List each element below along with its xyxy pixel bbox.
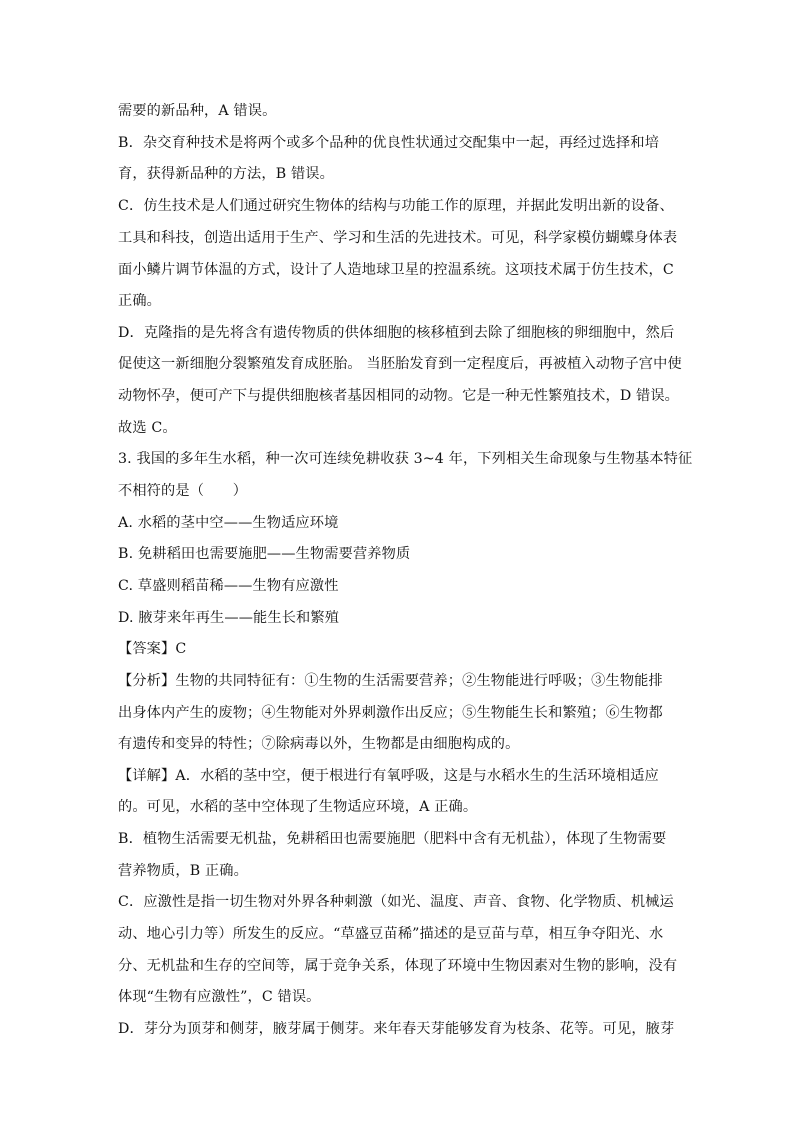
detail-line: 的。可见，水稻的茎中空体现了生物适应环境，A 正确。: [118, 799, 478, 815]
question-stem: 3. 我国的多年生水稻，种一次可连续免耕收获 3~4 年，下列相关生命现象与生物基本特征: [118, 451, 693, 467]
text-line: 正确。: [118, 293, 162, 309]
text-line: 动物怀孕，便可产下与提供细胞核者基因相同的动物。它是一种无性繁殖技术，D 错误。: [118, 388, 680, 404]
analysis-line: 有遗传和变异的特性；⑦除病毒以外，生物都是由细胞构成的。: [118, 736, 520, 752]
text-line: 育，获得新品种的方法，B 错误。: [118, 166, 334, 182]
text-line: B．杂交育种技术是将两个或多个品种的优良性状通过交配集中一起，再经过选择和培: [118, 135, 660, 151]
detail-line: 分、无机盐和生存的空间等，属于竞争关系，体现了环境中生物因素对生物的影响，没有: [118, 958, 678, 974]
text-line: 促使这一新细胞分裂繁殖发育成胚胎。 当胚胎发育到一定程度后，再被植入动物子宫中使: [118, 356, 682, 372]
text-line: 工具和科技，创造出适用于生产、学习和生活的先进技术。可见，科学家模仿蝴蝶身体表: [118, 230, 678, 246]
analysis-line: 出身体内产生的废物；④生物能对外界刺激作出反应；⑤生物能生长和繁殖；⑥生物都: [118, 705, 663, 721]
detail-line: 【详解】A．水稻的茎中空，便于根进行有氧呼吸，这是与水稻水生的生活环境相适应: [118, 768, 659, 784]
text-line: 面小鳞片调节体温的方式，设计了人造地球卫星的控温系统。这项技术属于仿生技术，C: [118, 262, 674, 278]
question-stem: 不相符的是（ ）: [118, 483, 248, 499]
text-line: C．仿生技术是人们通过研究生物体的结构与功能工作的原理，并据此发明出新的设备、: [118, 198, 674, 214]
text-line: D．克隆指的是先将含有遗传物质的供体细胞的核移植到去除了细胞核的卵细胞中，然后: [118, 325, 675, 341]
detail-line: 体现“生物有应激性”，C 错误。: [118, 989, 321, 1005]
detail-line: B．植物生活需要无机盐，免耕稻田也需要施肥（肥料中含有无机盐），体现了生物需要: [118, 831, 667, 847]
option-c: C. 草盛则稻苗稀——生物有应激性: [118, 578, 339, 594]
option-d: D. 腋芽来年再生——能生长和繁殖: [118, 610, 340, 626]
detail-line: D．芽分为顶芽和侧芽，腋芽属于侧芽。来年春天芽能够发育为枝条、花等。可见，腋芽: [118, 1021, 675, 1037]
answer-label: 【答案】C: [118, 641, 187, 657]
option-a: A. 水稻的茎中空——生物适应环境: [118, 515, 339, 531]
detail-line: 动、地心引力等）所发生的反应。“草盛豆苗稀”描述的是豆苗与草，相互争夺阳光、水: [118, 926, 664, 942]
analysis-line: 【分析】生物的共同特征有：①生物的生活需要营养；②生物能进行呼吸；③生物能排: [118, 673, 663, 689]
detail-line: 营养物质，B 正确。: [118, 863, 248, 879]
text-line: 故选 C。: [118, 420, 177, 436]
detail-line: C．应激性是指一切生物对外界各种刺激（如光、温度、声音、食物、化学物质、机械运: [118, 894, 674, 910]
option-b: B. 免耕稻田也需要施肥——生物需要营养物质: [118, 546, 411, 562]
text-line: 需要的新品种，A 错误。: [118, 103, 277, 119]
